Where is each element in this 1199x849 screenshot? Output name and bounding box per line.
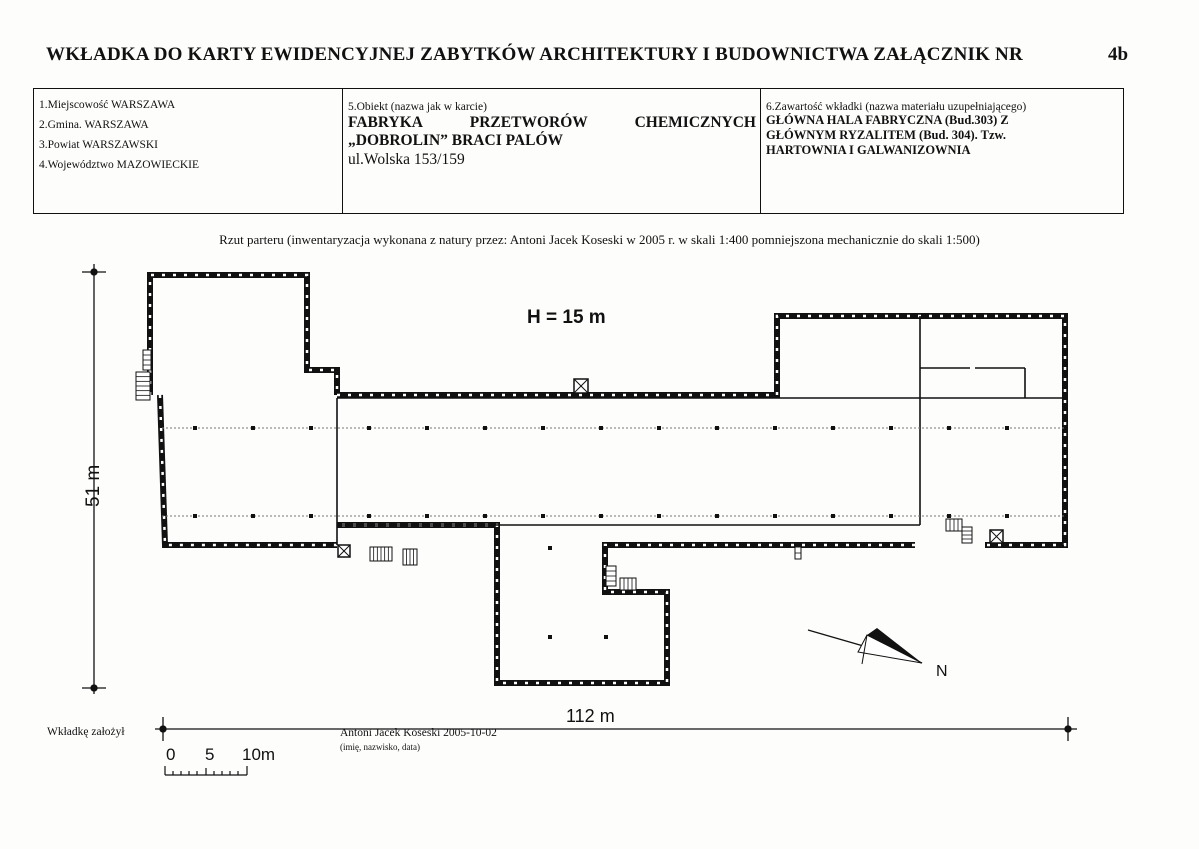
length-dimension [155,717,1077,741]
author-line: Antoni Jacek Koseski 2005-10-02 [340,727,497,739]
column-marker [541,426,545,430]
plan-caption: Rzut parteru (inwentaryzacja wykonana z natury przez: Antoni Jacek Koseski w 2005 r. w skali 1:400 pomniejszona mechanicznie do skali 1:500) [219,232,980,247]
province-field: 4.Województwo MAZOWIECKIE [39,159,200,171]
length-label: 112 m [566,706,615,726]
column-marker [831,514,835,518]
column-marker [367,514,371,518]
scale-tick-label: 0 [166,745,176,764]
column-marker [309,426,313,430]
column-marker [715,426,719,430]
place-field: 1.Miejscowość WARSZAWA [39,99,176,111]
column-marker [548,635,552,639]
plan-details [136,316,1065,639]
column-marker [425,514,429,518]
height-label: H = 15 m [527,307,606,328]
column-marker [947,514,951,518]
object-name-word: FABRYKA [348,114,423,131]
column-marker [541,514,545,518]
column-marker [715,514,719,518]
scale-bar [165,766,247,775]
commune-field: 2.Gmina. WARSZAWA [39,119,149,131]
north-east-wall [337,316,1065,545]
scale-tick-label: 10m [242,745,276,764]
column-marker [889,514,893,518]
building-outline [150,275,1065,683]
column-marker [773,426,777,430]
south-wall [337,525,915,683]
object-address: ul.Wolska 153/159 [348,151,465,168]
depth-label: 51 m [83,464,104,507]
column-marker [251,514,255,518]
column-marker [193,426,197,430]
column-marker [947,426,951,430]
scale-tick-label: 5 [205,745,215,764]
column-marker [604,635,608,639]
north-east-wall-window-pattern [337,316,1065,545]
west-wall-window-pattern [160,395,337,545]
column-marker [599,426,603,430]
column-marker [1005,514,1009,518]
district-field: 3.Powiat WARSZAWSKI [39,139,158,151]
content-line: GŁÓWNA HALA FABRYCZNA (Bud.303) Z [766,113,1009,127]
column-marker [1005,426,1009,430]
column-marker [367,426,371,430]
south-wall-window-pattern [337,525,915,683]
west-wall [160,395,337,545]
column-marker [425,426,429,430]
column-marker [193,514,197,518]
column-marker [483,514,487,518]
inserted-by-label: Wkładkę założył [47,726,125,738]
west-wing-wall [150,275,337,395]
column-marker [309,514,313,518]
content-line: GŁÓWNYM RYZALITEM (Bud. 304). Tzw. [766,128,1006,142]
attachment-number: 4b [1108,44,1129,65]
north-label: N [936,663,948,680]
column-marker [483,426,487,430]
north-arrow-icon [808,628,922,664]
column-marker [889,426,893,430]
column-marker [599,514,603,518]
object-name-word: PRZETWORÓW [469,114,588,131]
object-name-line2: „DOBROLIN” BRACI PALÓW [348,132,564,149]
column-marker [548,546,552,550]
column-marker [657,426,661,430]
object-label: 5.Obiekt (nazwa jak w karcie) [348,101,487,113]
content-line: HARTOWNIA I GALWANIZOWNIA [766,143,971,157]
column-marker [251,426,255,430]
object-name-word: CHEMICZNYCH [634,114,756,131]
author-hint: (imię, nazwisko, data) [340,742,420,752]
column-marker [831,426,835,430]
page-title: WKŁADKA DO KARTY EWIDENCYJNEJ ZABYTKÓW ARCHITEKTURY I BUDOWNICTWA ZAŁĄCZNIK NR [46,44,1023,65]
column-marker [604,546,608,550]
column-marker [657,514,661,518]
content-label: 6.Zawartość wkładki (nazwa materiału uzupełniającego) [766,101,1027,113]
column-marker [773,514,777,518]
